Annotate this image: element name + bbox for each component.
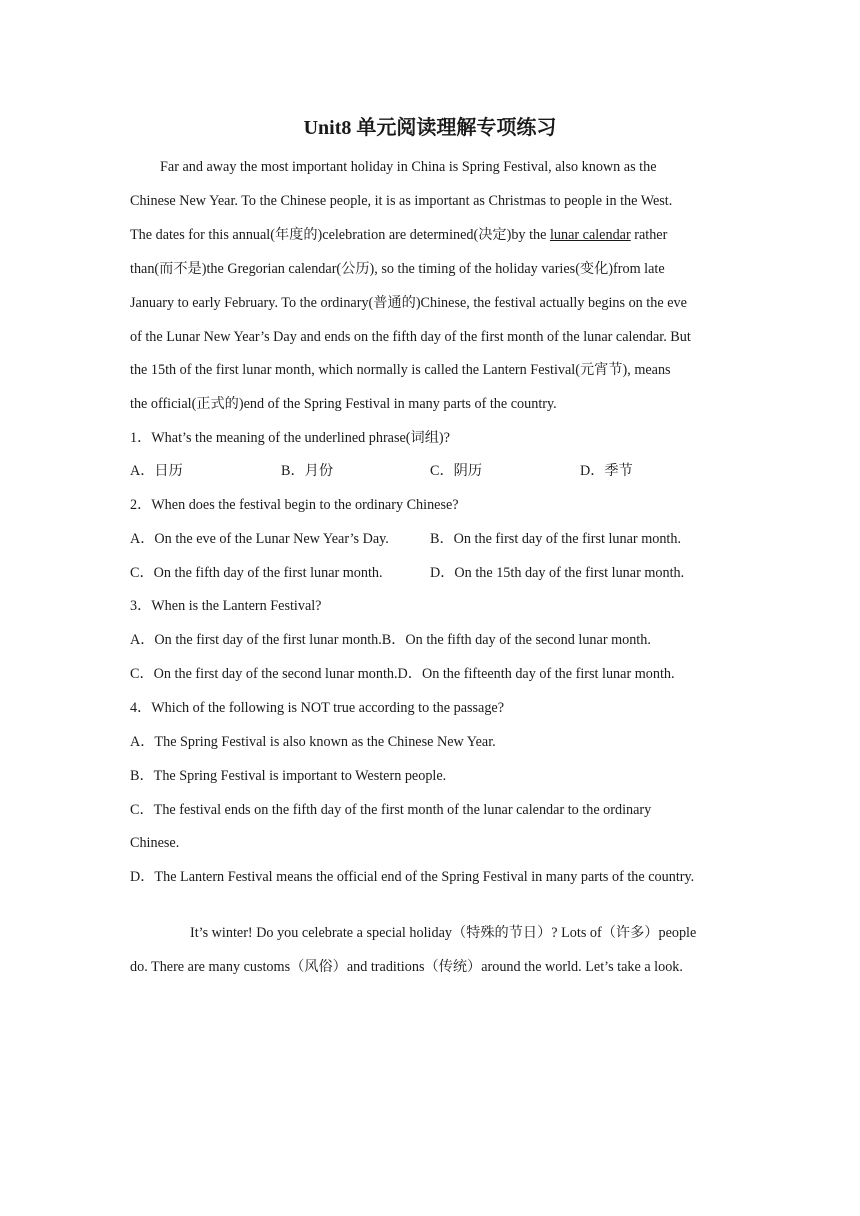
passage1-line-3-part-2: rather (630, 227, 668, 243)
question-3-stem: 3．When is the Lantern Festival? (130, 598, 322, 614)
question-4-stem: 4．Which of the following is NOT true according to the passage? (130, 700, 505, 716)
passage1-line-6: of the Lunar New Year’s Day and ends on the fifth day of the first month of the lunar calendar. But (130, 329, 691, 345)
question-2-option-d: D．On the 15th day of the first lunar month. (430, 565, 685, 581)
passage1-line-3 (130, 225, 667, 245)
question-1-option-d: D．季节 (580, 463, 633, 479)
passage1-line-2: Chinese New Year. To the Chinese people, it is as important as Christmas to people in the West. (130, 193, 673, 209)
passage1-line-5: January to early February. To the ordinary(普通的)Chinese, the festival actually begins on the eve (130, 295, 687, 311)
passage1-line-3-part-1: The dates for this annual(年度的)celebration are determined(决定)by the (130, 227, 550, 243)
question-2-option-a: A．On the eve of the Lunar New Year’s Day. (130, 531, 389, 547)
passage2-line-1: It’s winter! Do you celebrate a special holiday（特殊的节日）? Lots of（许多）people (190, 925, 697, 941)
question-3-options-ab: A．On the first day of the first lunar month.B．On the fifth day of the second lunar month. (130, 632, 651, 648)
question-2-option-b: B．On the first day of the first lunar month. (430, 531, 681, 547)
question-1-option-a: A．日历 (130, 463, 183, 479)
page-title: Unit8 单元阅读理解专项练习 (303, 117, 557, 139)
passage2-line-2: do. There are many customs（风俗）and traditions（传统）around the world. Let’s take a look. (130, 959, 683, 975)
question-4-option-d: D．The Lantern Festival means the official end of the Spring Festival in many parts of the country. (130, 869, 695, 885)
question-4-option-b: B．The Spring Festival is important to Western people. (130, 768, 447, 784)
question-2-stem: 2．When does the festival begin to the ordinary Chinese? (130, 497, 459, 513)
question-1-stem: 1．What’s the meaning of the underlined phrase(词组)? (130, 430, 450, 446)
question-2-option-c: C．On the fifth day of the first lunar month. (130, 565, 383, 581)
question-1-option-c: C．阴历 (430, 463, 483, 479)
question-4-option-c-continued: Chinese. (130, 835, 180, 851)
passage1-line-7: the 15th of the first lunar month, which normally is called the Lantern Festival(元宵节), means (130, 362, 671, 378)
passage1-line-8: the official(正式的)end of the Spring Festival in many parts of the country. (130, 396, 557, 412)
question-1-option-b: B．月份 (281, 463, 334, 479)
passage1-line-1: Far and away the most important holiday in China is Spring Festival, also known as the (160, 159, 657, 175)
question-4-option-c: C．The festival ends on the fifth day of the first month of the lunar calendar to the ordinary (130, 802, 652, 818)
passage1-line-4: than(而不是)the Gregorian calendar(公历), so the timing of the holiday varies(变化)from late (130, 261, 665, 277)
question-4-option-a: A．The Spring Festival is also known as the Chinese New Year. (130, 734, 496, 750)
question-3-options-cd: C．On the first day of the second lunar month.D．On the fifteenth day of the first lunar month. (130, 666, 675, 682)
underlined-phrase: lunar calendar (549, 227, 631, 243)
